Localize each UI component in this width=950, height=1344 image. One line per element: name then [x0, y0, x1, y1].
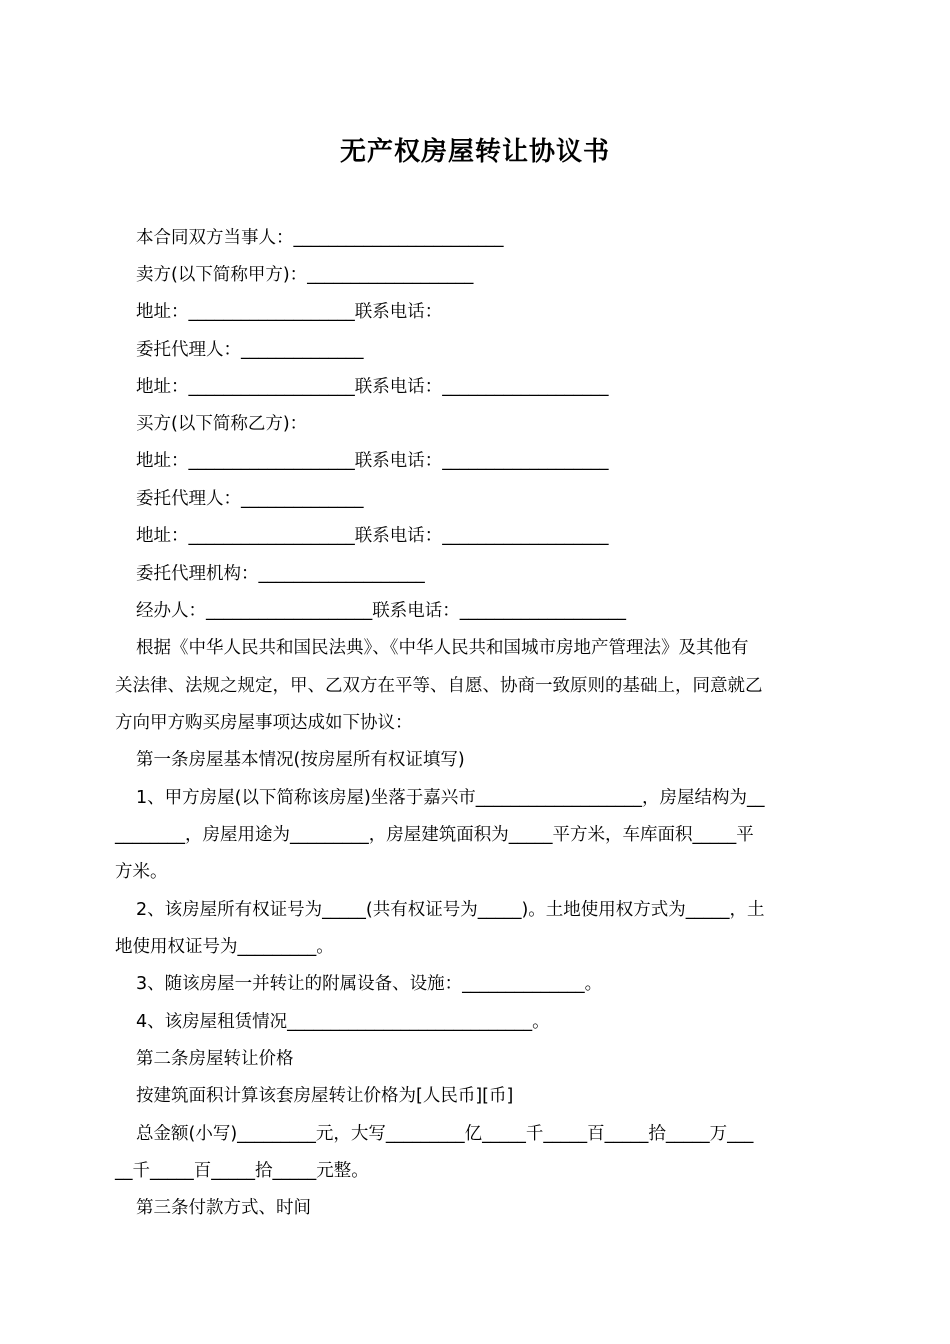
clause-1-1-line-2: ________，房屋用途为_________，房屋建筑面积为_____平方米，车库面积_____平	[115, 825, 754, 845]
seller-address-line: 地址：___________________联系电话：	[136, 302, 443, 322]
clause-1-1-line-1: 1、甲方房屋(以下简称该房屋)坐落于嘉兴市___________________，房屋结构为__	[136, 788, 765, 808]
seller-agent-address-line: 地址：___________________联系电话：___________________	[136, 377, 609, 397]
buyer-agent-line: 委托代理人：______________	[136, 489, 364, 509]
total-amount-line-1: 总金额(小写)_________元，大写_________亿_____千_____百_____拾_____万___	[136, 1124, 754, 1144]
price-basis-line: 按建筑面积计算该套房屋转让价格为[人民币][币]	[136, 1086, 514, 1106]
preamble-line-2: 关法律、法规之规定，甲、乙双方在平等、自愿、协商一致原则的基础上，同意就乙	[115, 676, 763, 696]
clause-1-4-line: 4、该房屋租赁情况____________________________。	[136, 1012, 550, 1032]
preamble-line-1: 根据《中华人民共和国民法典》、《中华人民共和国城市房地产管理法》及其他有	[136, 638, 749, 658]
clause-1-2-line-2: 地使用权证号为_________。	[115, 937, 334, 957]
seller-agent-line: 委托代理人：______________	[136, 340, 364, 360]
seller-line: 卖方(以下简称甲方)：___________________	[136, 265, 474, 285]
clause-1-3-line: 3、随该房屋一并转让的附属设备、设施：______________。	[136, 974, 603, 994]
agency-line: 委托代理机构：___________________	[136, 564, 425, 584]
article-1-heading: 第一条房屋基本情况(按房屋所有权证填写)	[136, 750, 465, 770]
buyer-agent-address-line: 地址：___________________联系电话：___________________	[136, 526, 609, 546]
preamble-line-3: 方向甲方购买房屋事项达成如下协议：	[115, 713, 413, 733]
clause-1-2-line-1: 2、该房屋所有权证号为_____(共有权证号为_____)。土地使用权方式为_____，土	[136, 900, 765, 920]
clause-1-1-line-3: 方米。	[115, 862, 168, 882]
article-2-heading: 第二条房屋转让价格	[136, 1049, 294, 1069]
document-title: 无产权房屋转让协议书	[339, 137, 610, 167]
buyer-line: 买方(以下简称乙方)：	[136, 414, 308, 434]
parties-line: 本合同双方当事人：________________________	[136, 228, 504, 248]
buyer-address-line: 地址：___________________联系电话：___________________	[136, 451, 609, 471]
handler-line: 经办人：___________________联系电话：___________________	[136, 601, 626, 621]
article-3-heading: 第三条付款方式、时间	[136, 1198, 311, 1218]
total-amount-line-2: __千_____百_____拾_____元整。	[115, 1161, 369, 1181]
